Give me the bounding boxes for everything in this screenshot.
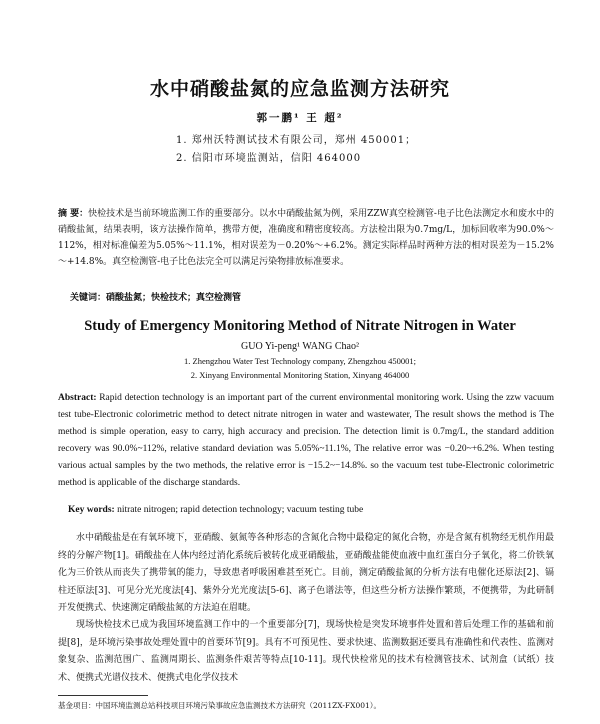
paper-title-cn: 水中硝酸盐氮的应急监测方法研究 bbox=[149, 78, 450, 100]
abstract-en-text: Rapid detection technology is an important part of the current environmental monitoring work. Using the zzw vacuum test tube-Electronic colorimetric method to detect nitrate nitrogen in water and wastewater, The result shows the method is The method is simple operation, easy to carry, high accuracy and precision. The detection limit is 0.7mg/L, the standard addition recovery was 90.0%~112%, relative standard deviation was 5.05%~11.1%, The relative error was −0.20~+6.2%. When testing various actual samples by the two methods, the relative error is −15.2~−14.8%. so the vacuum test tube-Electronic colorimetric method is applicable of the discharge standards. bbox=[58, 393, 555, 488]
affiliation-en-1: 1. Zhengzhou Water Test Technology company, Zhengzhou 450001; bbox=[184, 356, 416, 366]
abstract-en bbox=[58, 390, 554, 492]
abstract-cn-label: 摘 要： bbox=[58, 209, 89, 219]
affiliation-cn-1: 1. 郑州沃特测试技术有限公司，郑州 450001； bbox=[176, 135, 417, 146]
footnote: 基金项目：中国环境监测总站科技项目环境污染事故应急监测技术方法研究（2011ZX-FX001）。 bbox=[58, 701, 382, 710]
paper-title-en: Study of Emergency Monitoring Method of Nitrate Nitrogen in Water bbox=[84, 318, 516, 334]
authors-en: GUO Yi-peng¹ WANG Chao² bbox=[241, 341, 359, 352]
keywords-cn-text: 硝酸盐氮；快检技术；真空检测管 bbox=[106, 293, 242, 303]
footnote-divider bbox=[58, 695, 148, 696]
abstract-en-label: Abstract: bbox=[58, 393, 97, 403]
authors-cn: 郭一鹏¹ 王 超² bbox=[256, 112, 344, 124]
abstract-cn-text: 快检技术是当前环境监测工作的重要部分。以水中硝酸盐氮为例，采用ZZW真空检测管-电子比色法测定水和废水中的硝酸盐氮，结果表明，该方法操作简单，携带方便，准确度和精密度较高。方法检出限为0.7mg/L，加标回收率为90.0%～112%，相对标准偏差为5.05%～11.1%，相对误差为－0.20%～+6.2%。测定实际样品时两种方法的相对误差为－15.2%～+14.8%。真空检测管-电子比色法完全可以满足污染物排放标准要求。 bbox=[58, 209, 554, 267]
keywords-en-text: nitrate nitrogen; rapid detection technology; vacuum testing tube bbox=[117, 505, 364, 515]
affiliation-cn-2: 2. 信阳市环境监测站，信阳 464000 bbox=[176, 153, 362, 164]
body-paragraph-1: 水中硝酸盐是在有氧环境下，亚硝酸、氨氮等各种形态的含氮化合物中最稳定的氮化合物，亦是含氮有机物经无机作用最终的分解产物[1]。硝酸盐在人体内经过消化系统后被转化成亚硝酸盐，亚硝酸盐能使血液中血红蛋白分子氧化，将二价铁氧化为三价铁从而丧失了携带氧的能力，导致患者呼吸困难甚至死亡。目前，测定硝酸盐氮的分析方法有电催化还原法[2]、镉柱还原法[3]、可见分光光度法[4]、紫外分光光度法[5-6]、离子色谱法等，但这些分析方法操作繁琐，不便携带，为此研制开发便携式、快速测定硝酸盐氮的方法迫在眉睫。 bbox=[58, 533, 554, 613]
affiliation-en-2: 2. Xinyang Environmental Monitoring Station, Xinyang 464000 bbox=[190, 370, 410, 380]
body-paragraph-2: 现场快检技术已成为我国环境监测工作中的一个重要部分[7]，现场快检是突发环境事件处置和普后处理工作的基础和前提[8]，是环境污染事故处理处置中的首要环节[9]。具有不可预见性、要求快速、监测数据还要具有准确性和代表性、监测对象复杂、监测范围广、监测周期长、监测条件艰苦等特点[10-11]。现代快检常见的技术有检测管技术、试剂盒（试纸）技术、便携式光谱仪技术、便携式电化学仪技术 bbox=[58, 620, 554, 683]
keywords-en bbox=[68, 505, 554, 515]
keywords-cn-label: 关键词： bbox=[70, 293, 107, 303]
abstract-cn bbox=[58, 206, 554, 270]
keywords-cn bbox=[70, 290, 550, 303]
keywords-en-label: Key words: bbox=[68, 505, 115, 515]
